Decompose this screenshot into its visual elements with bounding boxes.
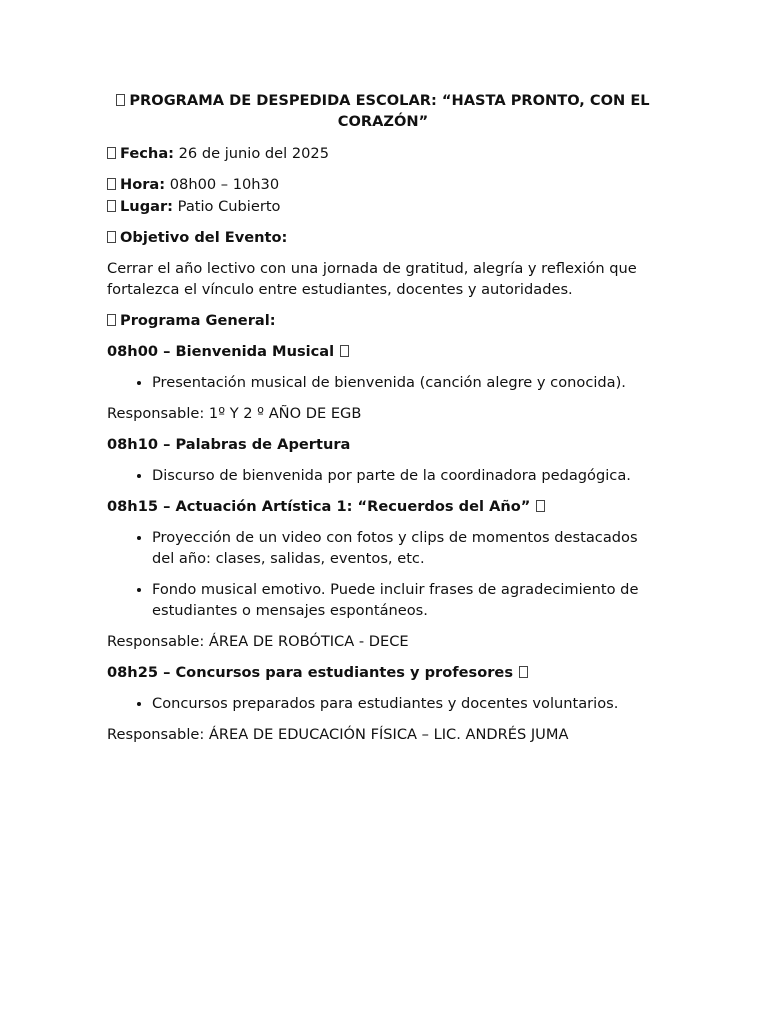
lugar-line: Lugar: Patio Cubierto	[107, 196, 659, 217]
trophy-icon	[519, 666, 528, 678]
hora-line: Hora: 08h00 – 10h30	[107, 174, 659, 195]
section-heading: 08h10 – Palabras de Apertura	[107, 436, 351, 453]
bullet-list	[107, 465, 659, 486]
section-heading: 08h15 – Actuación Artística 1: “Recuerdos del Año”	[107, 496, 659, 517]
missing-emoji-icon	[116, 94, 125, 106]
list-item: • Proyección de un video con fotos y clips de momentos destacados del año: clases, salidas, eventos, etc.	[152, 527, 659, 569]
section-heading: 08h25 – Concursos para estudiantes y profesores	[107, 662, 659, 683]
clipboard-icon	[107, 314, 116, 326]
bullet-list	[107, 527, 659, 621]
responsable-line: Responsable: ÁREA DE EDUCACIÓN FÍSICA – LIC. ANDRÉS JUMA	[107, 726, 569, 743]
film-icon	[536, 500, 545, 512]
list-item: • Concursos preparados para estudiantes y docentes voluntarios.	[152, 693, 659, 714]
programa-heading: Programa General:	[107, 310, 659, 331]
clock-icon	[107, 178, 116, 190]
music-note-icon	[340, 345, 349, 357]
target-icon	[107, 231, 116, 243]
list-item: • Fondo musical emotivo. Puede incluir frases de agradecimiento de estudiantes o mensajes espontáneos.	[152, 579, 659, 621]
objetivo-heading: Objetivo del Evento:	[107, 227, 659, 248]
document-page	[107, 90, 659, 755]
bullet-list	[107, 372, 659, 393]
list-item: • Discurso de bienvenida por parte de la coordinadora pedagógica.	[152, 465, 659, 486]
responsable-line: Responsable: 1º Y 2 º AÑO DE EGB	[107, 405, 362, 422]
list-item: • Presentación musical de bienvenida (canción alegre y conocida).	[152, 372, 659, 393]
objetivo-text: Cerrar el año lectivo con una jornada de gratitud, alegría y reflexión que fortalezca el vínculo entre estudiantes, docentes y autoridades.	[107, 260, 637, 298]
document-title: PROGRAMA DE DESPEDIDA ESCOLAR: “HASTA PRONTO, CON EL CORAZÓN”	[107, 90, 659, 132]
section-heading: 08h00 – Bienvenida Musical	[107, 341, 659, 362]
responsable-line: Responsable: ÁREA DE ROBÓTICA - DECE	[107, 633, 409, 650]
fecha-line: Fecha: 26 de junio del 2025	[107, 143, 659, 164]
location-pin-icon	[107, 200, 116, 212]
calendar-icon	[107, 147, 116, 159]
bullet-list	[107, 693, 659, 714]
